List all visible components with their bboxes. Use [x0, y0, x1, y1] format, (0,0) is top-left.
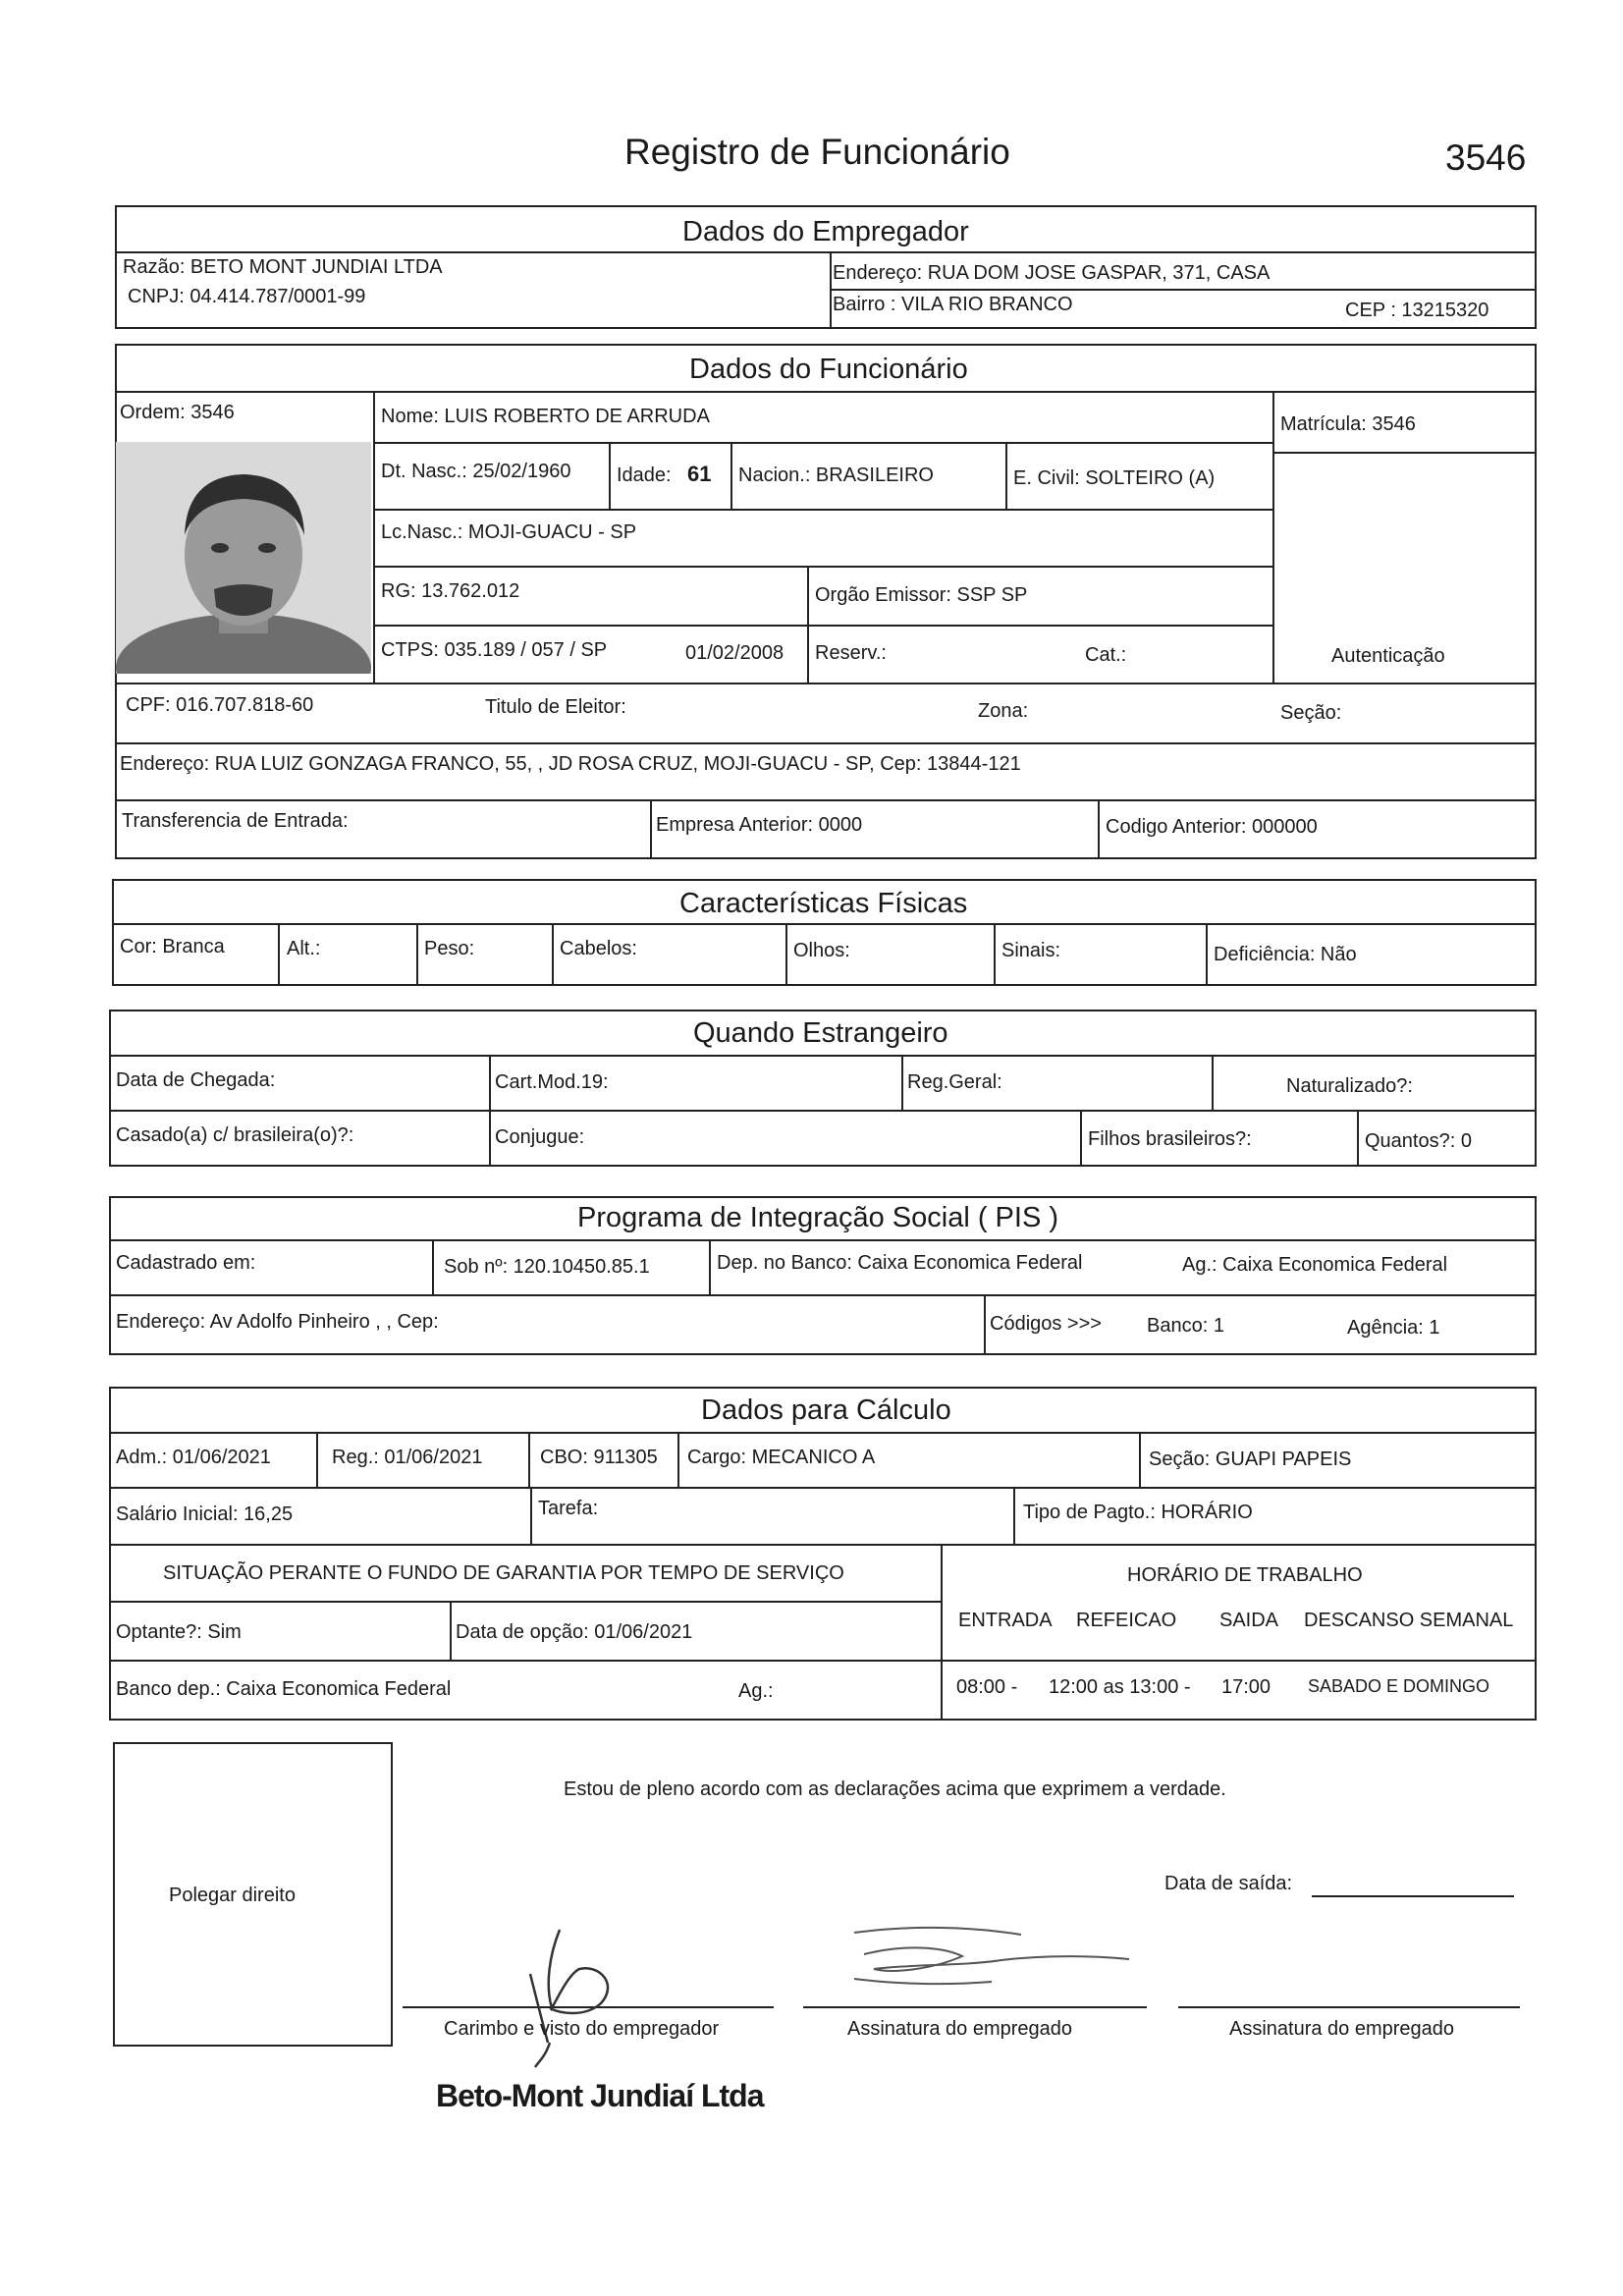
physical-cabelos: Cabelos:	[560, 938, 637, 959]
foreigner-casado: Casado(a) c/ brasileira(o)?:	[116, 1124, 354, 1146]
employee-reserv: Reserv.:	[815, 642, 887, 664]
employee-ctps-date: 01/02/2008	[685, 642, 784, 664]
employee-e-civil: E. Civil: SOLTEIRO (A)	[1013, 467, 1216, 489]
physical-olhos: Olhos:	[793, 940, 850, 961]
calc-tarefa: Tarefa:	[538, 1498, 599, 1519]
calc-secao: Seção: GUAPI PAPEIS	[1149, 1449, 1352, 1470]
carimbo-label: Carimbo e visto do empregador	[444, 2018, 720, 2040]
horario-entrada: 08:00 -	[956, 1676, 1018, 1698]
calc-banco-dep: Banco dep.: Caixa Economica Federal	[116, 1678, 452, 1700]
employer-address: Endereço: RUA DOM JOSE GASPAR, 371, CASA	[833, 262, 1271, 284]
employee-codigo-anterior: Codigo Anterior: 000000	[1106, 816, 1318, 838]
employer-heading: Dados do Empregador	[682, 216, 969, 247]
record-number: 3546	[1445, 137, 1527, 178]
employer-razao: Razão: BETO MONT JUNDIAI LTDA	[123, 256, 443, 278]
employer-signature	[491, 1915, 648, 2072]
employee-heading: Dados do Funcionário	[689, 354, 968, 385]
autenticacao-label: Autenticação	[1331, 645, 1445, 667]
employee-empresa-anterior: Empresa Anterior: 0000	[656, 814, 863, 836]
calc-ag: Ag.:	[738, 1680, 774, 1702]
calc-optante: Optante?: Sim	[116, 1621, 242, 1643]
employee-zona: Zona:	[978, 700, 1029, 722]
pis-cadastrado: Cadastrado em:	[116, 1252, 256, 1274]
calc-section	[109, 1387, 1537, 1721]
pis-ag: Ag.: Caixa Economica Federal	[1182, 1254, 1448, 1276]
employee-ctps: CTPS: 035.189 / 057 / SP	[381, 639, 608, 661]
employer-cep: CEP : 13215320	[1345, 300, 1489, 321]
horario-heading: HORÁRIO DE TRABALHO	[1127, 1564, 1363, 1586]
physical-sinais: Sinais:	[1001, 940, 1061, 961]
pis-heading: Programa de Integração Social ( PIS )	[577, 1202, 1059, 1233]
calc-heading: Dados para Cálculo	[701, 1394, 951, 1426]
employee-idade-label: Idade:	[617, 465, 672, 486]
employer-bairro: Bairro : VILA RIO BRANCO	[833, 294, 1073, 315]
employee-cpf: CPF: 016.707.818-60	[126, 694, 314, 716]
employee-photo	[116, 442, 371, 674]
employee-ordem: Ordem: 3546	[120, 402, 235, 423]
foreigner-quantos: Quantos?: 0	[1365, 1130, 1472, 1152]
pis-sob: Sob nº: 120.10450.85.1	[444, 1256, 650, 1278]
pis-dep-banco: Dep. no Banco: Caixa Economica Federal	[717, 1252, 1083, 1274]
physical-peso: Peso:	[424, 938, 475, 959]
employee-idade: 61	[687, 462, 712, 486]
employee-cat: Cat.:	[1085, 644, 1127, 666]
employer-cnpj: CNPJ: 04.414.787/0001-99	[128, 286, 366, 307]
horario-descanso: SABADO E DOMINGO	[1308, 1676, 1490, 1696]
thumbprint-label: Polegar direito	[169, 1885, 296, 1906]
calc-salario: Salário Inicial: 16,25	[116, 1503, 294, 1525]
fgts-heading: SITUAÇÃO PERANTE O FUNDO DE GARANTIA POR TEMPO DE SERVIÇO	[163, 1562, 844, 1584]
horario-col-entrada: ENTRADA	[958, 1610, 1053, 1631]
calc-cargo: Cargo: MECANICO A	[687, 1447, 876, 1468]
pis-banco: Banco: 1	[1147, 1315, 1224, 1337]
foreigner-cart: Cart.Mod.19:	[495, 1071, 609, 1093]
horario-saida: 17:00	[1221, 1676, 1271, 1698]
data-saida-label: Data de saída:	[1164, 1873, 1293, 1894]
horario-col-saida: SAIDA	[1219, 1610, 1279, 1631]
pis-codigos: Códigos >>>	[990, 1313, 1102, 1335]
calc-tipo-pagto: Tipo de Pagto.: HORÁRIO	[1023, 1502, 1253, 1523]
pis-address: Endereço: Av Adolfo Pinheiro , , Cep:	[116, 1311, 439, 1333]
employee-dt-nasc: Dt. Nasc.: 25/02/1960	[381, 461, 571, 482]
employee-address: Endereço: RUA LUIZ GONZAGA FRANCO, 55, , JD ROSA CRUZ, MOJI-GUACU - SP, Cep: 13844-121	[120, 753, 1021, 775]
page-title: Registro de Funcionário	[624, 132, 1010, 172]
horario-col-refeicao: REFEICAO	[1076, 1610, 1177, 1631]
foreigner-reg-geral: Reg.Geral:	[907, 1071, 1002, 1093]
employee-lc-nasc: Lc.Nasc.: MOJI-GUACU - SP	[381, 521, 637, 543]
employee-signature	[835, 1915, 1139, 2003]
employee-rg: RG: 13.762.012	[381, 580, 520, 602]
horario-refeicao: 12:00 as 13:00 -	[1049, 1676, 1191, 1698]
foreigner-chegada: Data de Chegada:	[116, 1069, 276, 1091]
employee-titulo-eleitor: Titulo de Eleitor:	[485, 696, 626, 718]
foreigner-filhos: Filhos brasileiros?:	[1088, 1128, 1252, 1150]
employee-signature-label-2: Assinatura do empregado	[1229, 2018, 1455, 2040]
employee-matricula: Matrícula: 3546	[1280, 413, 1416, 435]
employee-orgao-emissor: Orgão Emissor: SSP SP	[815, 584, 1028, 606]
calc-reg: Reg.: 01/06/2021	[332, 1447, 483, 1468]
foreigner-heading: Quando Estrangeiro	[693, 1017, 948, 1049]
calc-cbo: CBO: 911305	[540, 1447, 658, 1468]
calc-adm: Adm.: 01/06/2021	[116, 1447, 271, 1468]
employee-nacion: Nacion.: BRASILEIRO	[738, 465, 934, 486]
pis-agencia: Agência: 1	[1347, 1317, 1440, 1339]
horario-col-descanso: DESCANSO SEMANAL	[1304, 1610, 1514, 1631]
foreigner-conjugue: Conjugue:	[495, 1126, 585, 1148]
employee-transferencia: Transferencia de Entrada:	[122, 810, 349, 832]
employee-signature-label-1: Assinatura do empregado	[847, 2018, 1073, 2040]
company-stamp: Beto-Mont Jundiaí Ltda	[436, 2078, 764, 2113]
physical-alt: Alt.:	[287, 938, 321, 959]
employee-secao: Seção:	[1280, 702, 1342, 724]
declaration-text: Estou de pleno acordo com as declarações acima que exprimem a verdade.	[564, 1778, 1226, 1800]
physical-deficiencia: Deficiência: Não	[1214, 944, 1357, 965]
employee-nome: Nome: LUIS ROBERTO DE ARRUDA	[381, 406, 710, 427]
physical-cor: Cor: Branca	[120, 936, 225, 957]
foreigner-naturalizado: Naturalizado?:	[1286, 1075, 1413, 1097]
physical-heading: Características Físicas	[679, 888, 968, 919]
calc-data-opcao: Data de opção: 01/06/2021	[456, 1621, 693, 1643]
